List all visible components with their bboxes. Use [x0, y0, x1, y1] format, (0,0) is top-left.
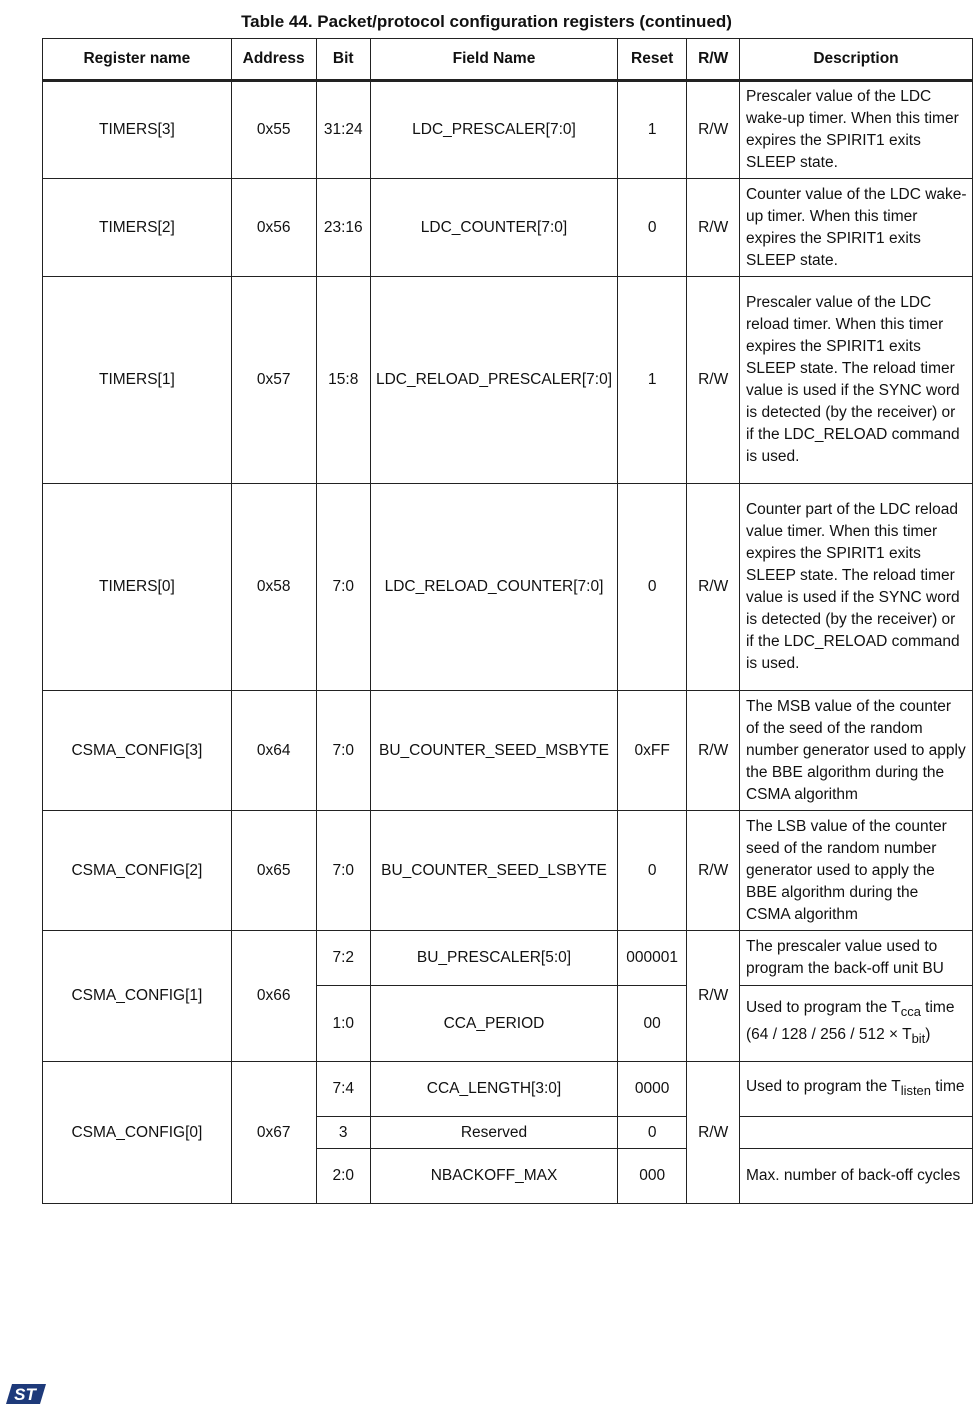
register-name: TIMERS[0] — [43, 484, 232, 691]
table-row — [43, 484, 973, 691]
reset-value: 0 — [618, 484, 687, 691]
reset-value: 0000 — [618, 1062, 687, 1117]
field-name: Reserved — [370, 1117, 617, 1149]
col-reset: Reset — [618, 39, 687, 81]
reset-value: 1 — [618, 81, 687, 179]
register-table — [42, 38, 973, 1204]
register-name: CSMA_CONFIG[3] — [43, 691, 232, 811]
col-bit: Bit — [316, 39, 370, 81]
description — [739, 1117, 972, 1149]
register-name: CSMA_CONFIG[2] — [43, 811, 232, 931]
description: The LSB value of the counter seed of the random number generator used to apply the BBE algorithm during the CSMA algorithm — [739, 811, 972, 931]
col-description: Description — [739, 39, 972, 81]
table-title: Table 44. Packet/protocol configuration registers (continued) — [241, 12, 732, 31]
address: 0x64 — [231, 691, 316, 811]
bit: 3 — [316, 1117, 370, 1149]
register-name: TIMERS[2] — [43, 179, 232, 277]
address: 0x67 — [231, 1062, 316, 1204]
description: Counter part of the LDC reload value timer. When this timer expires the SPIRIT1 exits SLEEP state. The reload timer value is used if the SYNC word is detected (by the receiver) or if the LDC_RELOAD command is used. — [739, 484, 972, 691]
register-name: CSMA_CONFIG[1] — [43, 931, 232, 1062]
subscript: bit — [911, 1030, 926, 1046]
register-name: CSMA_CONFIG[0] — [43, 1062, 232, 1204]
description — [739, 986, 972, 1062]
reset-value: 000 — [618, 1149, 687, 1204]
address: 0x66 — [231, 931, 316, 1062]
description-text: Used to program the T — [745, 1077, 901, 1095]
bit: 7:4 — [316, 1062, 370, 1117]
rw: R/W — [687, 277, 740, 484]
table-row — [43, 81, 973, 179]
description: Prescaler value of the LDC reload timer. When this timer expires the SPIRIT1 exits SLEEP state. The reload timer value is used if the SYNC word is detected (by the receiver) or if the LDC_RELOAD command is used. — [739, 277, 972, 484]
register-name: TIMERS[3] — [43, 81, 232, 179]
rw: R/W — [687, 1062, 740, 1204]
description-text: Used to program the T — [745, 999, 901, 1017]
bit: 2:0 — [316, 1149, 370, 1204]
st-logo-icon — [6, 1382, 46, 1406]
bit: 7:2 — [316, 931, 370, 986]
reset-value: 0 — [618, 811, 687, 931]
field-name: LDC_RELOAD_COUNTER[7:0] — [370, 484, 617, 691]
description-text: time — [930, 1077, 965, 1095]
address: 0x55 — [231, 81, 316, 179]
reset-value: 0xFF — [618, 691, 687, 811]
address: 0x56 — [231, 179, 316, 277]
address: 0x58 — [231, 484, 316, 691]
table-row — [43, 277, 973, 484]
register-name: TIMERS[1] — [43, 277, 232, 484]
description: The MSB value of the counter of the seed of the random number generator used to apply the BBE algorithm during the CSMA algorithm — [739, 691, 972, 811]
field-name: NBACKOFF_MAX — [370, 1149, 617, 1204]
reset-value: 0 — [618, 1117, 687, 1149]
rw: R/W — [687, 931, 740, 1062]
rw: R/W — [687, 691, 740, 811]
table-row — [43, 691, 973, 811]
rw: R/W — [687, 81, 740, 179]
reset-value: 000001 — [618, 931, 687, 986]
description-text: ) — [925, 1025, 931, 1043]
col-register-name: Register name — [43, 39, 232, 81]
col-address: Address — [231, 39, 316, 81]
field-name: LDC_RELOAD_PRESCALER[7:0] — [370, 277, 617, 484]
reset-value: 0 — [618, 179, 687, 277]
description: Prescaler value of the LDC wake-up timer. When this timer expires the SPIRIT1 exits SLEEP state. — [739, 81, 972, 179]
field-name: CCA_LENGTH[3:0] — [370, 1062, 617, 1117]
field-name: LDC_PRESCALER[7:0] — [370, 81, 617, 179]
col-field-name: Field Name — [370, 39, 617, 81]
address: 0x57 — [231, 277, 316, 484]
field-name: BU_COUNTER_SEED_LSBYTE — [370, 811, 617, 931]
description-text: time (64 / 128 / 256 / 512 × T — [745, 999, 955, 1043]
description: Counter value of the LDC wake-up timer. When this timer expires the SPIRIT1 exits SLEEP state. — [739, 179, 972, 277]
bit: 7:0 — [316, 811, 370, 931]
table-row — [43, 1062, 973, 1117]
col-rw: R/W — [687, 39, 740, 81]
description — [739, 1062, 972, 1117]
field-name: CCA_PERIOD — [370, 986, 617, 1062]
bit: 7:0 — [316, 484, 370, 691]
table-row — [43, 811, 973, 931]
rw: R/W — [687, 484, 740, 691]
field-name: BU_PRESCALER[5:0] — [370, 931, 617, 986]
rw: R/W — [687, 179, 740, 277]
table-row — [43, 179, 973, 277]
field-name: LDC_COUNTER[7:0] — [370, 179, 617, 277]
table-row — [43, 931, 973, 986]
logo-text: ST — [14, 1385, 36, 1404]
reset-value: 1 — [618, 277, 687, 484]
description: Max. number of back-off cycles — [739, 1149, 972, 1204]
bit: 23:16 — [316, 179, 370, 277]
header-row — [43, 39, 973, 81]
address: 0x65 — [231, 811, 316, 931]
reset-value: 00 — [618, 986, 687, 1062]
description: The prescaler value used to program the back-off unit BU — [739, 931, 972, 986]
bit: 15:8 — [316, 277, 370, 484]
subscript: listen — [900, 1083, 931, 1099]
field-name: BU_COUNTER_SEED_MSBYTE — [370, 691, 617, 811]
bit: 7:0 — [316, 691, 370, 811]
bit: 1:0 — [316, 986, 370, 1062]
bit: 31:24 — [316, 81, 370, 179]
subscript: cca — [900, 1004, 921, 1020]
rw: R/W — [687, 811, 740, 931]
